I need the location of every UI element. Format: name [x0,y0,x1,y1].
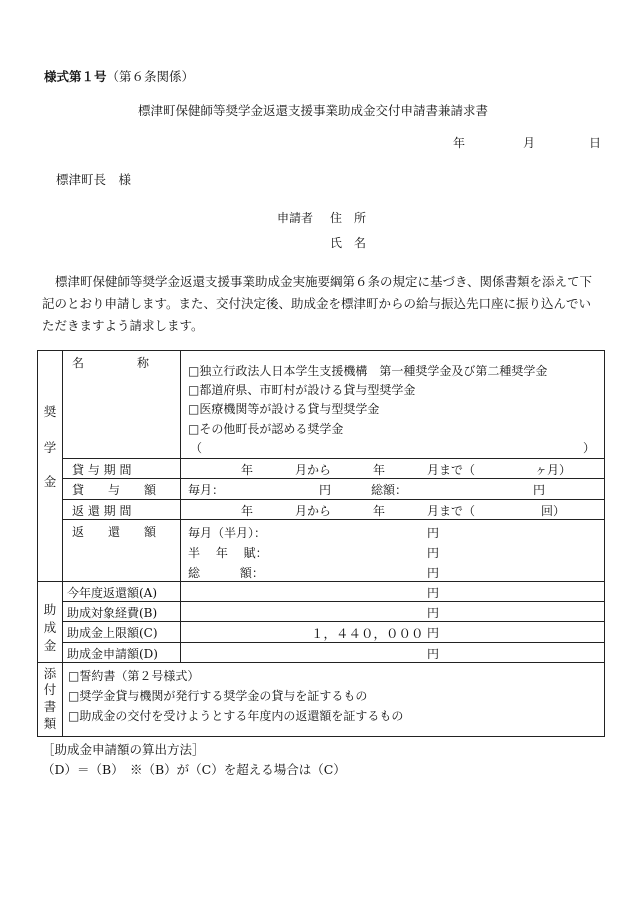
name-label: 氏 名 [330,236,367,250]
attachment-section-char-1: 添 [43,666,57,681]
subsidy-section-char-3: 金 [43,638,57,653]
subsidy-cap-value: １，４４０，０００ [311,626,424,641]
loan-period-label: 貸 与 期 間 [72,463,132,477]
scholarship-option-other[interactable]: □その他町長が認める奨学金 [188,422,344,436]
scholarship-name-label-1: 名 [72,356,85,370]
calculation-formula: （D）＝（B） ※（B）が（C）を超える場合は（C） [42,762,346,777]
eligible-expense-yen: 円 [427,606,440,620]
repay-period-month-to: 月まで（ [427,504,476,518]
attachment-repayment-certificate[interactable]: □助成金の交付を受けようとする年度内の返還額を証するもの [68,709,404,723]
applicant-label: 申請者 [277,211,314,225]
scholarship-section-char-2: 学 [43,440,57,455]
scholarship-section-char-3: 金 [43,474,57,489]
date-year-label: 年 [453,136,466,150]
addressee: 標津町長 様 [56,172,132,187]
other-scholarship-paren-open: （ [190,441,203,455]
calculation-method-title: ［助成金申請額の算出方法］ [42,742,205,757]
application-body-text: 標津町保健師等奨学金返還支援事業助成金実施要綱第６条の規定に基づき、関係書類を添えて下記のとおり申請します。また、交付決定後、助成金を標津町からの給与振込先口座に振り込んでいただきますよう請求します。 [42,274,593,333]
repay-monthly-label: 毎月（半月）： [188,526,267,540]
subsidy-request-yen: 円 [427,647,440,661]
address-label: 住 所 [330,211,367,225]
date-month-label: 月 [523,136,536,150]
form-number [44,67,194,85]
loan-amount-label: 貸 与 額 [72,483,157,497]
repay-period-year-from: 年 [241,504,254,518]
eligible-expense-label: 助成対象経費(B) [67,606,158,620]
loan-amount-total-label: 総額： [371,483,408,497]
repay-total-label: 総 額： [188,566,264,580]
other-scholarship-paren-close: ） [583,441,596,455]
current-year-repayment-label: 今年度返還額(A) [67,586,158,600]
subsidy-cap-label: 助成金上限額(C) [67,626,158,640]
attachment-loan-certificate[interactable]: □奨学金貸与機関が発行する奨学金の貸与を証するもの [68,689,368,703]
loan-period-year-to: 年 [373,463,386,477]
scholarship-name-label-2: 称 [137,356,150,370]
attachment-section-char-2: 付 [43,682,57,697]
subsidy-request-label: 助成金申請額(D) [67,647,158,661]
repay-period-times: 回） [541,504,566,518]
loan-amount-total-yen: 円 [533,483,546,497]
loan-period-month-from: 月から [295,463,332,477]
loan-amount-monthly-label: 毎月： [188,483,225,497]
document-title: 標津町保健師等奨学金返還支援事業助成金交付申請書兼請求書 [138,103,489,118]
loan-amount-monthly-yen: 円 [319,483,332,497]
repay-semiannual-yen: 円 [427,546,440,560]
subsidy-cap-yen: 円 [427,626,440,640]
scholarship-option-municipal[interactable]: □都道府県、市町村が設ける貸与型奨学金 [188,383,416,397]
attachment-section-char-3: 書 [43,699,57,714]
scholarship-option-medical[interactable]: □医療機関等が設ける貸与型奨学金 [188,402,380,416]
repay-period-year-to: 年 [373,504,386,518]
attachment-section-char-4: 類 [43,716,57,731]
repay-monthly-yen: 円 [427,526,440,540]
attachment-pledge[interactable]: □誓約書（第２号様式） [68,669,200,683]
repay-amount-label: 返 還 額 [72,525,157,539]
repay-semiannual-label: 半 年 賦： [188,546,268,560]
scholarship-option-jasso[interactable]: □独立行政法人日本学生支援機構 第一種奨学金及び第二種奨学金 [188,364,548,378]
repay-period-label: 返 還 期 間 [72,504,132,518]
loan-period-year-from: 年 [241,463,254,477]
current-year-repayment-yen: 円 [427,586,440,600]
subsidy-section-char-2: 成 [43,620,57,635]
subsidy-section-char-1: 助 [43,602,57,617]
loan-period-month-to: 月まで（ [427,463,476,477]
form-number-label: 様式第１号 [44,69,107,84]
loan-period-months: ヶ月） [535,463,572,477]
date-day-label: 日 [589,136,602,150]
repay-total-yen: 円 [427,566,440,580]
form-reference: （第６条関係） [106,69,195,84]
scholarship-section-char-1: 奨 [43,404,57,419]
repay-period-month-from: 月から [295,504,332,518]
